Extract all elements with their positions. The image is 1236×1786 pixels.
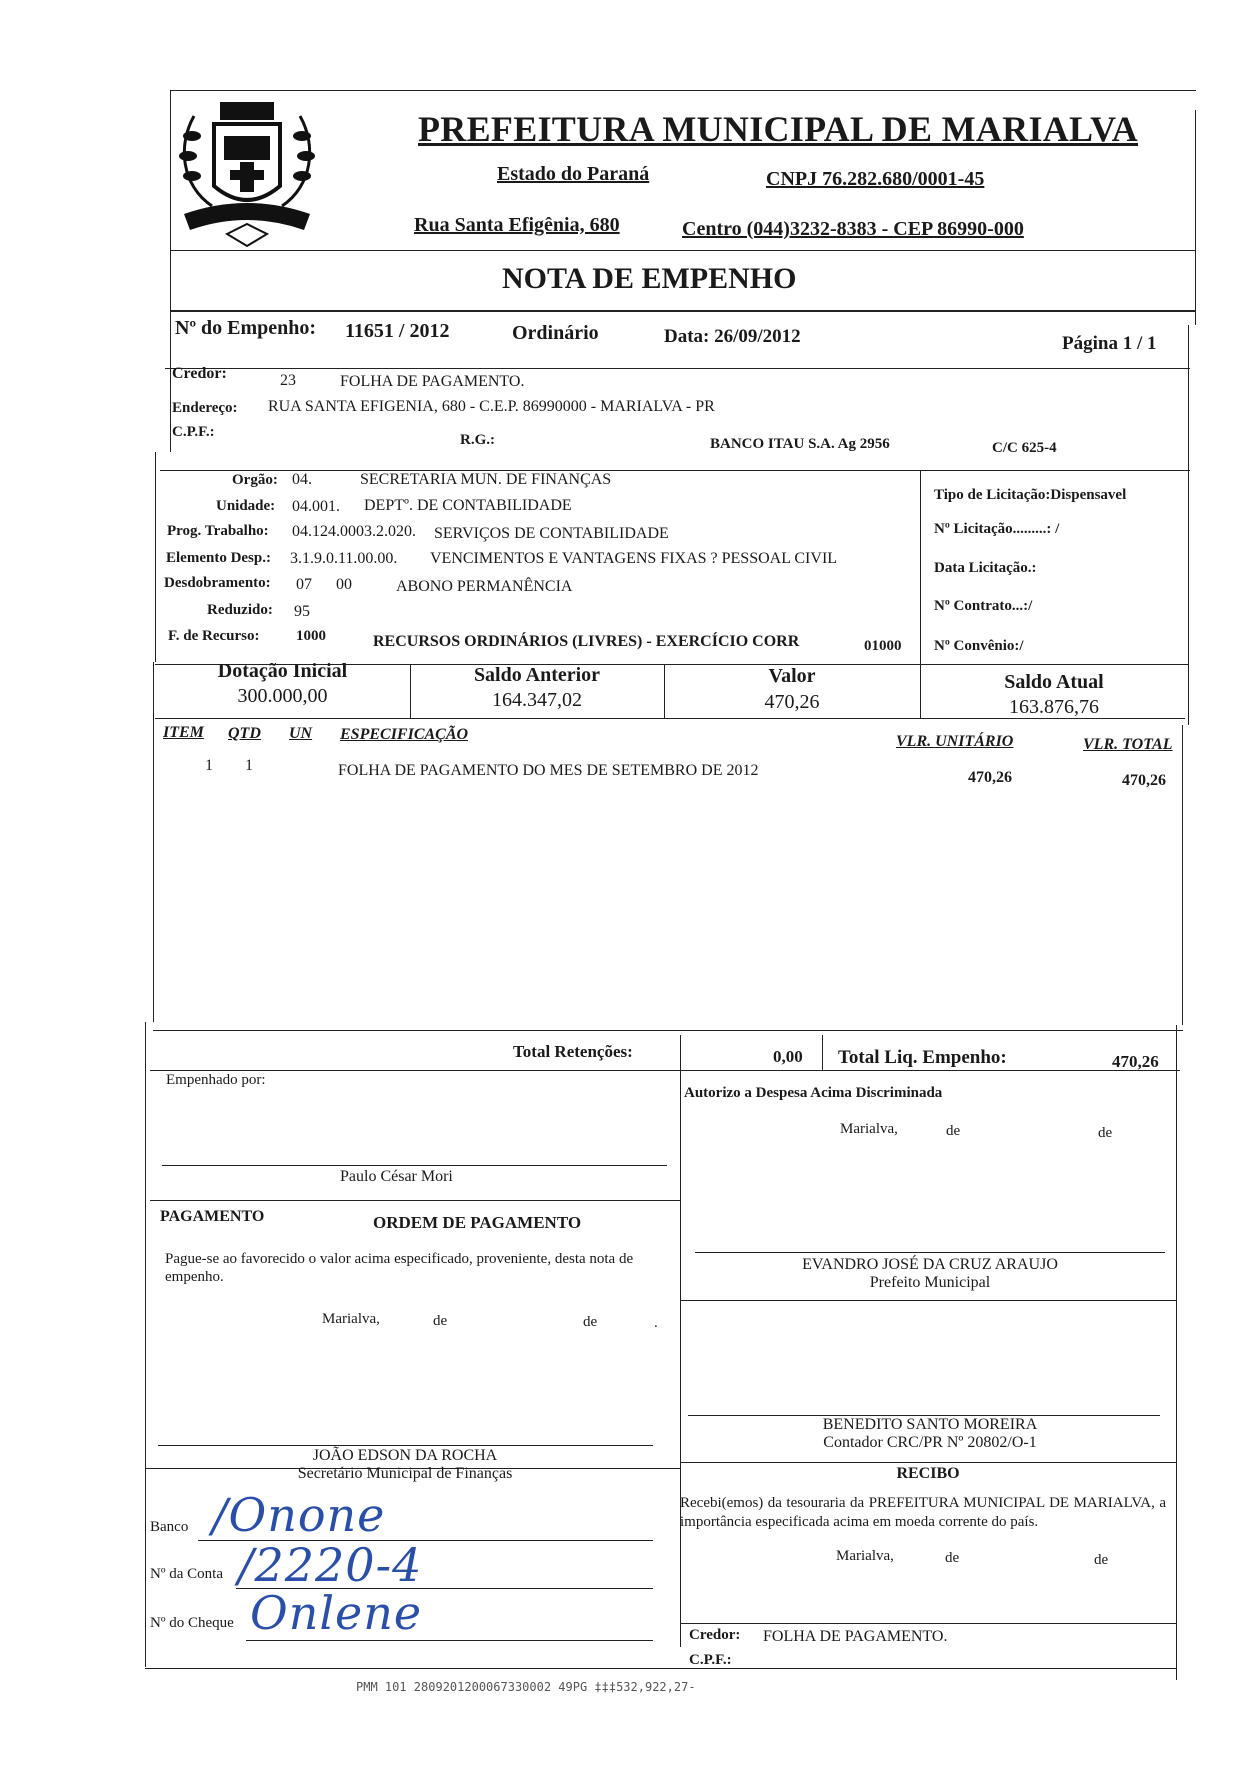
cheque-label: Nº do Cheque bbox=[150, 1615, 234, 1631]
ordem-pagamento-label: ORDEM DE PAGAMENTO bbox=[373, 1213, 582, 1232]
contador-name: BENEDITO SANTO MOREIRA bbox=[822, 1416, 1038, 1433]
rule-prefeito-bottom bbox=[680, 1300, 1176, 1301]
empenhado-name: Paulo César Mori bbox=[340, 1168, 453, 1185]
recibo-credor-name: FOLHA DE PAGAMENTO. bbox=[763, 1628, 948, 1645]
rule-contador-bottom bbox=[680, 1462, 1176, 1463]
orgao-name: SECRETARIA MUN. DE FINANÇAS bbox=[360, 471, 612, 488]
recibo-place: Marialva, bbox=[836, 1548, 894, 1564]
bank-info: BANCO ITAU S.A. Ag 2956 bbox=[710, 436, 890, 452]
recurso-number: 01000 bbox=[864, 638, 902, 654]
rule-empenhado-bottom bbox=[150, 1200, 680, 1201]
credor-label: Credor: bbox=[172, 365, 227, 382]
recibo-text: Recebi(emos) da tesouraria da PREFEITURA MUNICIPAL DE MARIALVA, a importância especificada acima em moeda corrente do país. bbox=[680, 1495, 1166, 1530]
frame-left-top bbox=[170, 90, 171, 452]
col-header-especificacao: ESPECIFICAÇÃO bbox=[340, 726, 469, 743]
rg-label: R.G.: bbox=[460, 432, 495, 448]
secretario-name: JOÃO EDSON DA ROCHA bbox=[312, 1447, 498, 1464]
saldo-anterior-label: Saldo Anterior bbox=[473, 664, 601, 686]
contact-info: Centro (044)3232-8383 - CEP 86990-000 bbox=[682, 218, 1024, 240]
saldo-atual-label: Saldo Atual bbox=[1004, 671, 1104, 693]
empenho-date: Data: 26/09/2012 bbox=[664, 326, 801, 347]
rule-totais-bottom bbox=[150, 1070, 1180, 1071]
prog-trabalho-name: SERVIÇOS DE CONTABILIDADE bbox=[434, 525, 669, 542]
desdobramento-label: Desdobramento: bbox=[164, 575, 271, 591]
col-header-vlr-total: VLR. TOTAL bbox=[1083, 736, 1173, 753]
rule-bottom bbox=[145, 1668, 1176, 1669]
endereco-label: Endereço: bbox=[172, 400, 238, 416]
recurso-code: 1000 bbox=[296, 628, 326, 644]
prog-trabalho-code: 04.124.0003.2.020. bbox=[292, 523, 416, 540]
reduzido-value: 95 bbox=[294, 603, 310, 620]
total-retencoes-label: Total Retenções: bbox=[513, 1042, 633, 1061]
recibo-de-1: de bbox=[945, 1550, 960, 1566]
col-header-qtd: QTD bbox=[228, 725, 261, 742]
conta-handwritten[interactable]: /2220-4 bbox=[238, 1538, 423, 1592]
page-number: Página 1 / 1 bbox=[1062, 333, 1157, 354]
pagamento-label: PAGAMENTO bbox=[160, 1208, 265, 1225]
credor-name: FOLHA DE PAGAMENTO. bbox=[340, 373, 525, 390]
frame-left-items bbox=[153, 662, 154, 1022]
banco-label: Banco bbox=[150, 1519, 189, 1535]
signature-line-empenhado bbox=[162, 1165, 667, 1166]
rule-recibo-line bbox=[680, 1623, 1176, 1624]
frame-right-top bbox=[1195, 110, 1196, 325]
recurso-name: RECURSOS ORDINÁRIOS (LIVRES) - EXERCÍCIO CORR bbox=[373, 633, 800, 650]
dotacao-label: Dotação Inicial bbox=[217, 660, 348, 682]
pagamento-text: Pague-se ao favorecido o valor acima especificado, proveniente, desta nota de empenho. bbox=[165, 1251, 634, 1285]
secretario-title: Secretário Municipal de Finanças bbox=[297, 1465, 513, 1482]
autorizo-de-2: de bbox=[1098, 1125, 1113, 1141]
prefeito-title: Prefeito Municipal bbox=[869, 1274, 991, 1291]
conta-label: Nº da Conta bbox=[150, 1566, 223, 1582]
empenho-number-label: Nº do Empenho: bbox=[175, 317, 317, 339]
divider-totais bbox=[822, 1035, 823, 1071]
rule-header-bottom bbox=[170, 250, 1196, 251]
valor-value: 470,26 bbox=[764, 691, 820, 713]
recibo-cpf-label: C.P.F.: bbox=[689, 1652, 732, 1668]
total-liquido-label: Total Liq. Empenho: bbox=[838, 1047, 1007, 1068]
cheque-field-line bbox=[246, 1640, 653, 1641]
saldo-anterior-value: 164.347,02 bbox=[492, 689, 582, 711]
pagamento-de-2: de bbox=[583, 1314, 598, 1330]
prog-trabalho-label: Prog. Trabalho: bbox=[167, 523, 269, 539]
rule-top bbox=[170, 90, 1196, 91]
orgao-code: 04. bbox=[292, 471, 312, 488]
desdobramento-name: ABONO PERMANÊNCIA bbox=[396, 578, 573, 595]
desdobramento-code: 07 00 bbox=[296, 576, 352, 593]
item-number: 1 bbox=[205, 757, 213, 774]
autorizo-place: Marialva, bbox=[840, 1121, 898, 1137]
bank-account: C/C 625-4 bbox=[992, 440, 1057, 456]
numero-licitacao: Nº Licitação.........: / bbox=[934, 521, 1060, 537]
item-especificacao: FOLHA DE PAGAMENTO DO MES DE SETEMBRO DE 2012 bbox=[338, 762, 759, 779]
total-liquido-value: 470,26 bbox=[1112, 1052, 1159, 1071]
numero-convenio: Nº Convênio:/ bbox=[934, 638, 1024, 654]
saldo-atual-value: 163.876,76 bbox=[1009, 696, 1099, 718]
valor-label: Valor bbox=[768, 665, 816, 687]
prefeito-name: EVANDRO JOSÉ DA CRUZ ARAUJO bbox=[802, 1256, 1058, 1273]
rule-title-bottom bbox=[170, 310, 1196, 312]
rule-items-bottom bbox=[153, 1030, 1183, 1031]
cnpj-number: CNPJ 76.282.680/0001-45 bbox=[766, 168, 985, 190]
rule-credor-bottom bbox=[160, 470, 1190, 471]
divider-bottom-center bbox=[680, 1035, 681, 1647]
orgao-label: Orgão: bbox=[232, 472, 278, 488]
dotacao-value: 300.000,00 bbox=[237, 685, 328, 707]
numero-contrato: Nº Contrato...:/ bbox=[934, 598, 1033, 614]
frame-right-mid bbox=[1188, 325, 1189, 725]
credor-address: RUA SANTA EFIGENIA, 680 - C.E.P. 86990000 - MARIALVA - PR bbox=[268, 398, 715, 415]
col-header-vlr-unitario: VLR. UNITÁRIO bbox=[896, 733, 1014, 750]
item-vlr-unitario: 470,26 bbox=[968, 769, 1012, 786]
cpf-label: C.P.F.: bbox=[172, 424, 215, 440]
rule-empenho-bottom bbox=[165, 368, 1190, 369]
total-retencoes-value: 0,00 bbox=[773, 1047, 803, 1066]
footer-code: PMM 101 2809201200067330002 49PG ‡‡‡532,922,27- bbox=[356, 1680, 696, 1694]
empenho-type: Ordinário bbox=[512, 322, 599, 344]
credor-code: 23 bbox=[280, 372, 296, 389]
data-licitacao: Data Licitação.: bbox=[934, 560, 1037, 576]
frame-right-bottom bbox=[1176, 1025, 1177, 1680]
elemento-code: 3.1.9.0.11.00.00. bbox=[290, 550, 398, 567]
contador-title: Contador CRC/PR Nº 20802/O-1 bbox=[823, 1434, 1037, 1451]
recibo-label: RECIBO bbox=[896, 1465, 960, 1482]
frame-left-bottom bbox=[145, 1022, 146, 1667]
elemento-name: VENCIMENTOS E VANTAGENS FIXAS ? PESSOAL CIVIL bbox=[430, 550, 838, 567]
banco-handwritten[interactable]: /Onone bbox=[212, 1488, 386, 1542]
rule-licitacao-bottom bbox=[920, 664, 1188, 665]
frame-right-items bbox=[1182, 725, 1183, 1025]
state-name: Estado do Paraná bbox=[497, 163, 650, 185]
empenho-number: 11651 / 2012 bbox=[345, 320, 450, 342]
recibo-de-2: de bbox=[1094, 1552, 1109, 1568]
document-title: NOTA DE EMPENHO bbox=[502, 262, 797, 295]
autorizo-label: Autorizo a Despesa Acima Discriminada bbox=[684, 1085, 943, 1101]
elemento-label: Elemento Desp.: bbox=[166, 550, 271, 566]
signature-line-prefeito bbox=[695, 1252, 1165, 1253]
col-header-item: ITEM bbox=[163, 724, 204, 741]
recibo-credor-label: Credor: bbox=[689, 1627, 741, 1643]
col-header-un: UN bbox=[289, 725, 313, 742]
pagamento-de-1: de bbox=[433, 1313, 448, 1329]
cheque-handwritten[interactable]: Onlene bbox=[250, 1586, 423, 1640]
signature-line-secretario bbox=[158, 1445, 653, 1446]
item-qtd: 1 bbox=[245, 757, 253, 774]
autorizo-de-1: de bbox=[946, 1123, 961, 1139]
unidade-name: DEPTº. DE CONTABILIDADE bbox=[364, 497, 572, 514]
frame-left-mid bbox=[155, 452, 156, 662]
street-address: Rua Santa Efigênia, 680 bbox=[414, 214, 620, 236]
empenhado-label: Empenhado por: bbox=[166, 1072, 266, 1088]
reduzido-label: Reduzido: bbox=[207, 602, 273, 618]
recurso-label: F. de Recurso: bbox=[168, 628, 260, 644]
unidade-code: 04.001. bbox=[292, 498, 340, 515]
tipo-licitacao: Tipo de Licitação:Dispensavel bbox=[934, 487, 1127, 503]
pagamento-dot: . bbox=[654, 1315, 658, 1331]
pagamento-place: Marialva, bbox=[322, 1311, 380, 1327]
municipality-title: PREFEITURA MUNICIPAL DE MARIALVA bbox=[418, 109, 1139, 149]
coat-of-arms-logo bbox=[172, 96, 322, 248]
item-vlr-total: 470,26 bbox=[1122, 772, 1166, 789]
unidade-label: Unidade: bbox=[216, 498, 276, 514]
